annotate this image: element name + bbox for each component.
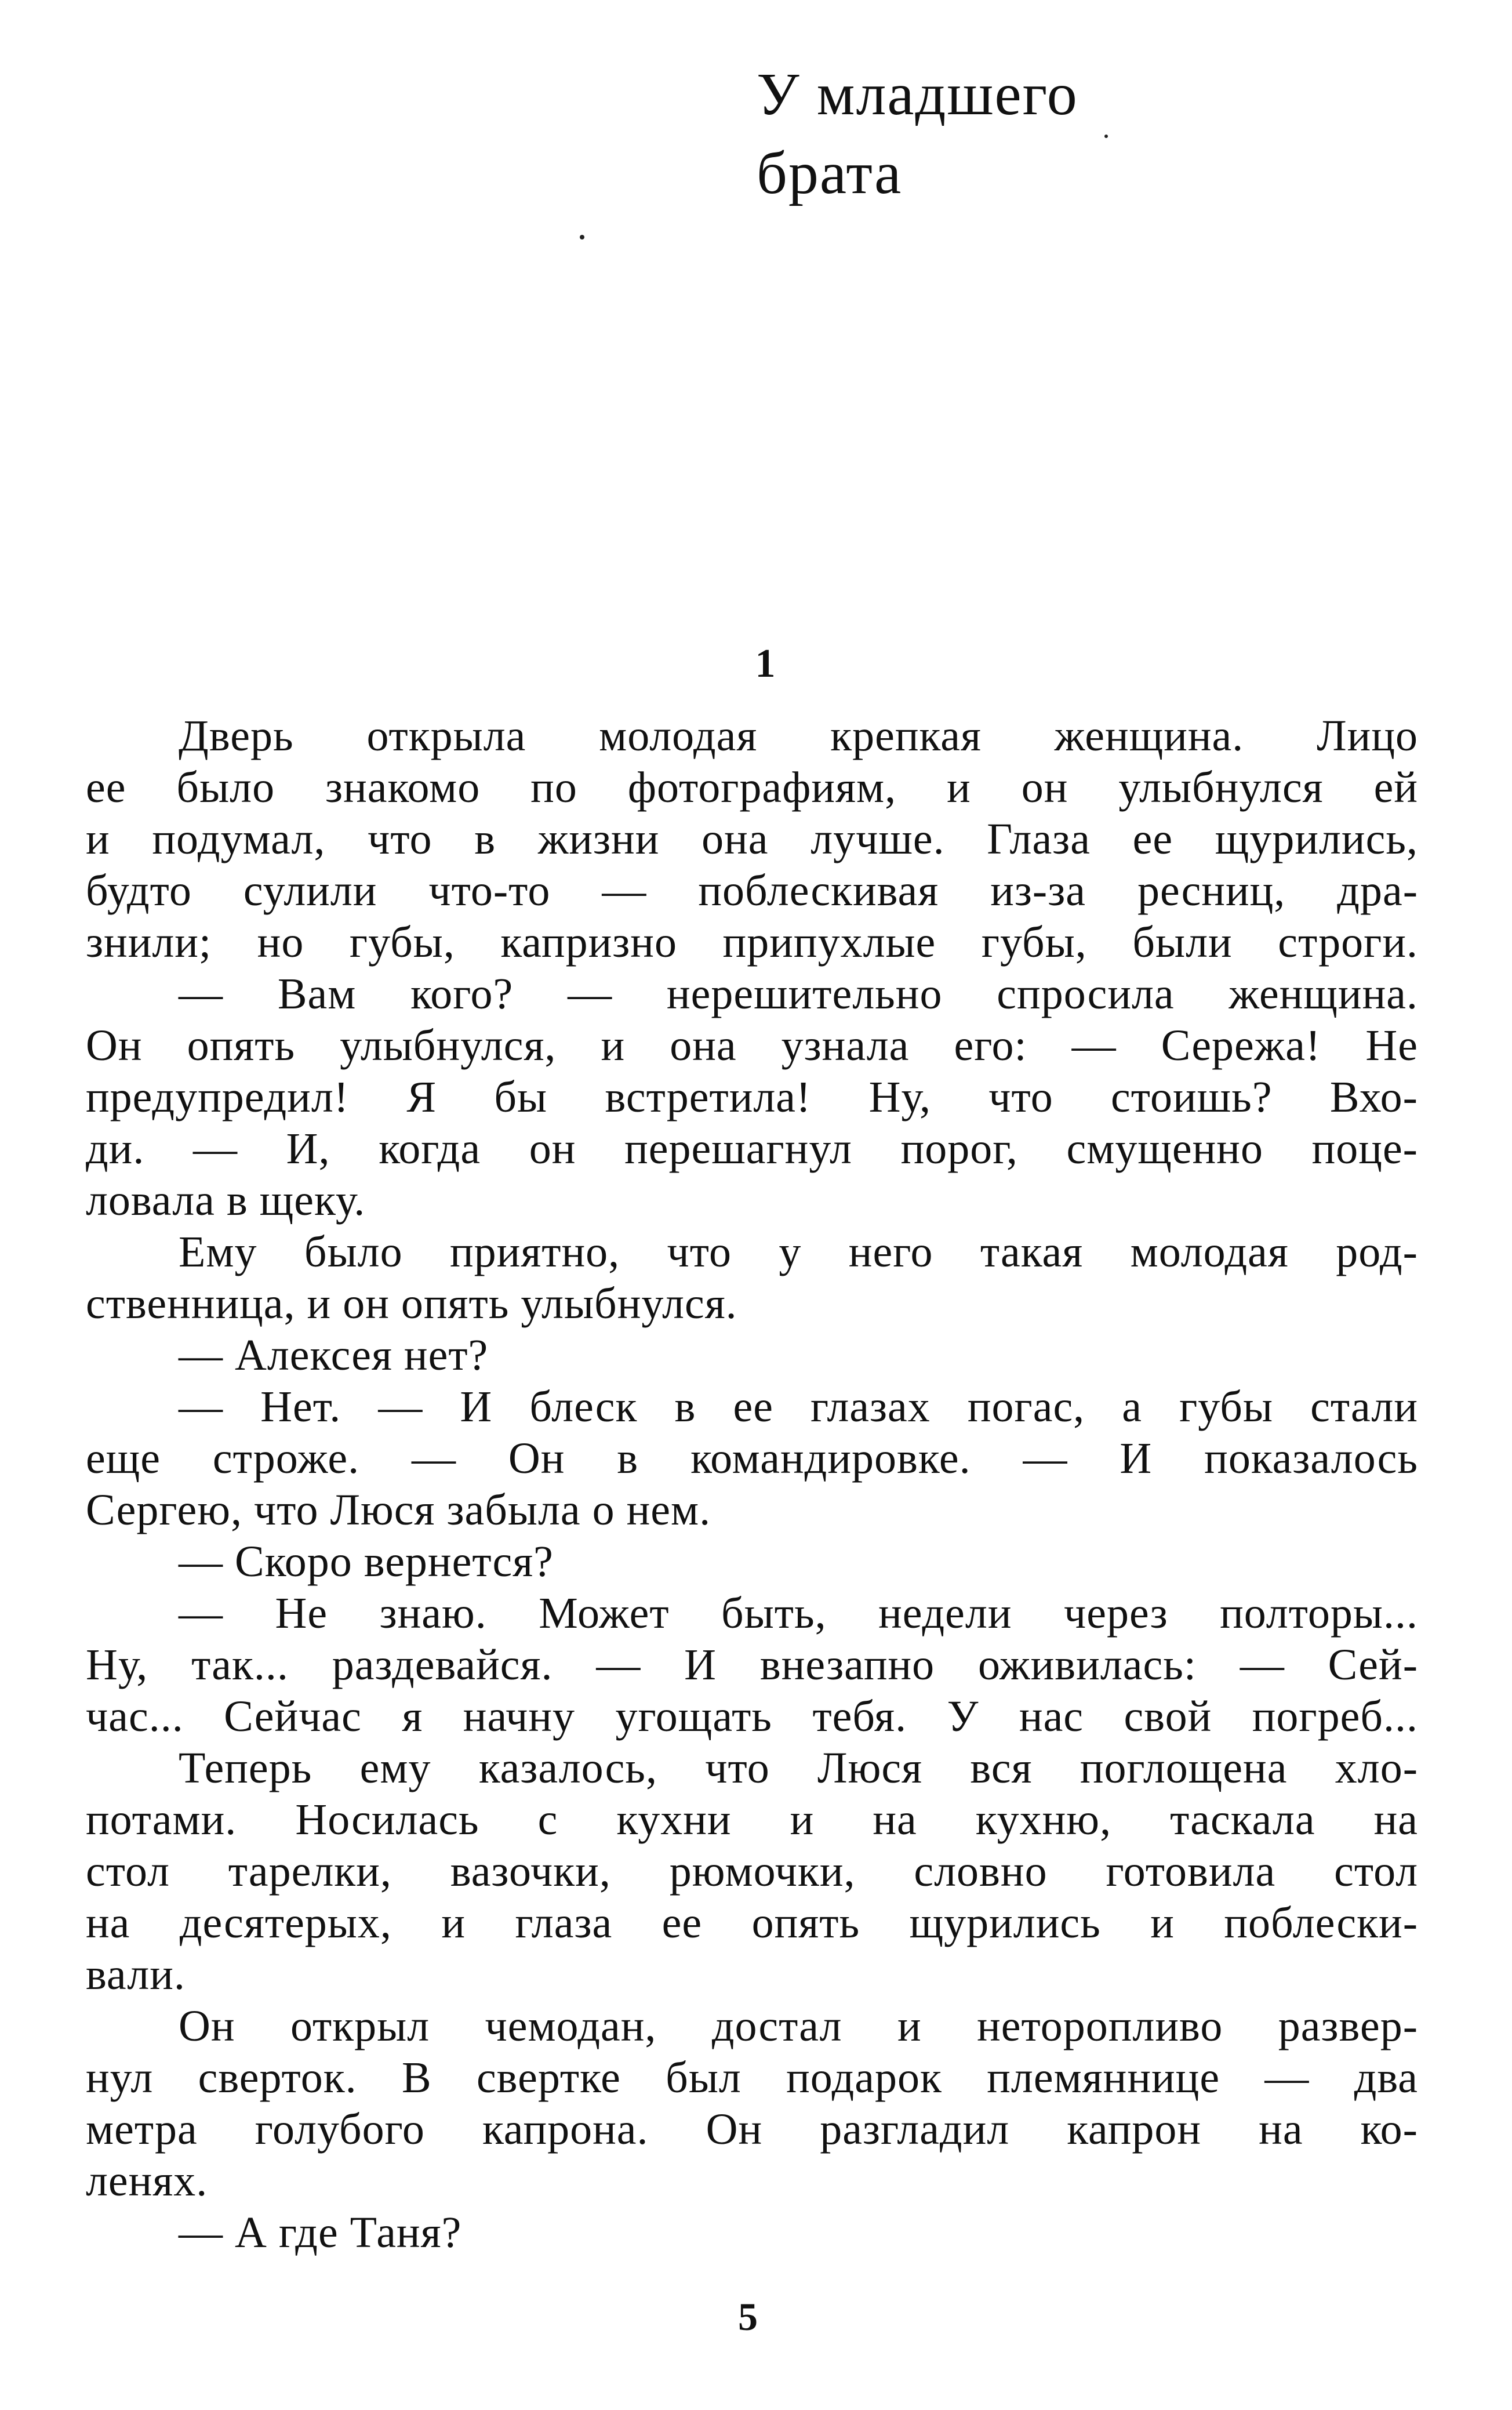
text-line: час... Сейчас я начну угощать тебя. У нас свой погреб... xyxy=(86,1692,1418,1741)
story-title xyxy=(757,55,1220,213)
chapter-number: 1 xyxy=(755,641,776,686)
text-line: — Вам кого? — нерешительно спросила женщина. xyxy=(179,970,1418,1018)
text-line: ди. — И, когда он перешагнул порог, смущенно поце- xyxy=(86,1124,1418,1173)
text-line: ленях. xyxy=(86,2157,208,2205)
text-line: Он открыл чемодан, достал и неторопливо развер- xyxy=(179,2002,1418,2050)
text-line: вали. xyxy=(86,1950,186,1999)
text-line: метра голубого капрона. Он разгладил капрон на ко- xyxy=(86,2105,1418,2154)
text-line: стол тарелки, вазочки, рюмочки, словно готовила стол xyxy=(86,1847,1418,1896)
text-line: ее было знакомо по фотографиям, и он улыбнулся ей xyxy=(86,763,1418,812)
text-line: Он опять улыбнулся, и она узнала его: — Сережа! Не xyxy=(86,1021,1418,1070)
story-title-line: брата xyxy=(757,140,903,206)
text-line: потами. Носилась с кухни и на кухню, таскала на xyxy=(86,1795,1418,1844)
story-title-line: У младшего xyxy=(757,61,1078,128)
text-line: ственница, и он опять улыбнулся. xyxy=(86,1279,737,1328)
text-line: на десятерых, и глаза ее опять щурились и поблески- xyxy=(86,1899,1418,1947)
text-line: еще строже. — Он в командировке. — И показалось xyxy=(86,1434,1418,1483)
text-line: Ну, так... раздевайся. — И внезапно оживилась: — Сей- xyxy=(86,1640,1418,1689)
text-line: нул сверток. В свертке был подарок племяннице — два xyxy=(86,2053,1418,2102)
text-line: Сергею, что Люся забыла о нем. xyxy=(86,1486,711,1534)
text-line: Ему было приятно, что у него такая молодая род- xyxy=(179,1228,1418,1276)
text-line: — А где Таня? xyxy=(179,2208,462,2257)
text-line: и подумал, что в жизни она лучше. Глаза ее щурились, xyxy=(86,815,1418,863)
text-line: — Нет. — И блеск в ее глазах погас, а губы стали xyxy=(179,1382,1418,1431)
text-line: Дверь открыла молодая крепкая женщина. Лицо xyxy=(179,712,1418,760)
page-number: 5 xyxy=(738,2295,758,2339)
text-line: будто сулили что-то — поблескивая из-за ресниц, дра- xyxy=(86,866,1418,915)
text-line: ловала в щеку. xyxy=(86,1176,366,1225)
text-line: знили; но губы, капризно припухлые губы, были строги. xyxy=(86,918,1418,967)
text-line: — Скоро вернется? xyxy=(179,1537,554,1586)
text-line: — Не знаю. Может быть, недели через полторы... xyxy=(179,1589,1418,1638)
text-line: предупредил! Я бы встретила! Ну, что стоишь? Вхо- xyxy=(86,1073,1418,1121)
print-speck xyxy=(580,235,584,239)
story-text xyxy=(86,710,1418,2259)
text-line: Теперь ему казалось, что Люся вся поглощена хло- xyxy=(179,1744,1418,1792)
text-line: — Алексея нет? xyxy=(179,1331,489,1380)
